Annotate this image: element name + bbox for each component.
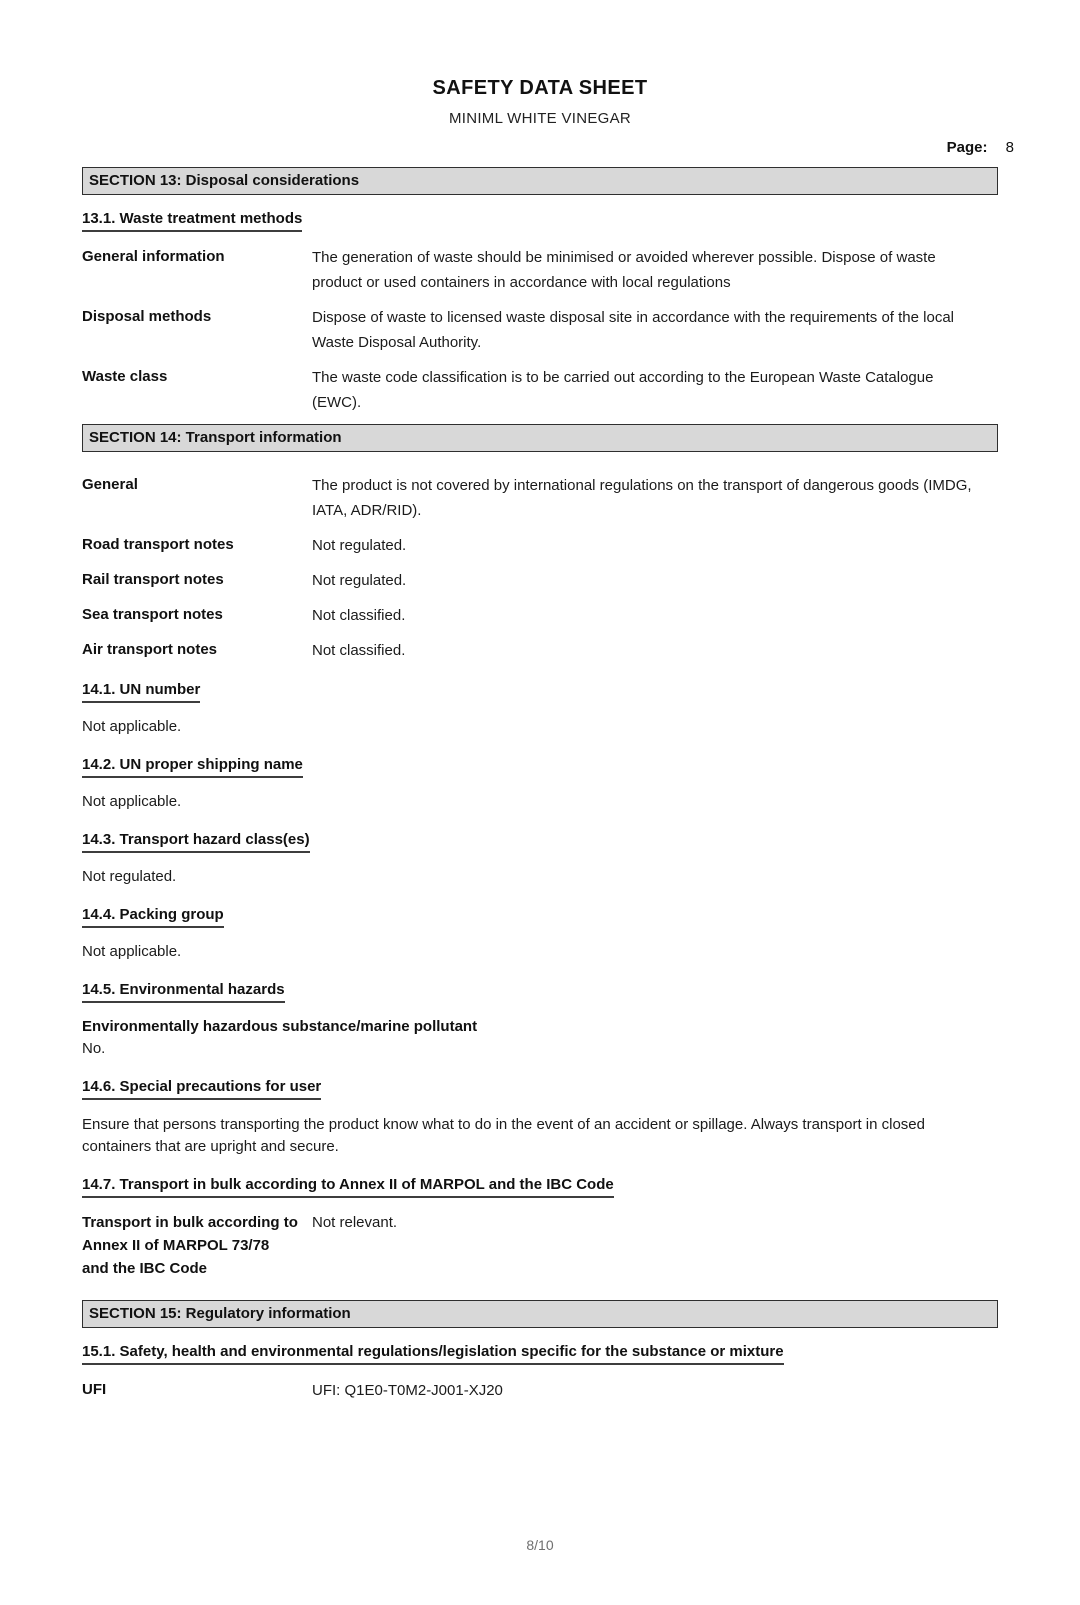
field-value: Not classified. <box>312 607 406 624</box>
field-value: Not regulated. <box>312 572 407 589</box>
field-value: The generation of waste should be minimised or avoided wherever possible. Dispose of waste product or used containers in accordance with local regulations <box>312 249 936 291</box>
product-name: MINIML WHITE VINEGAR <box>448 110 632 127</box>
section-14-header-bar: SECTION 14: Transport information <box>82 424 998 452</box>
subsection-15-1-heading: 15.1. Safety, health and environmental regulations/legislation specific for the substance or mixture <box>82 1343 784 1365</box>
field-value: Not regulated. <box>312 537 407 554</box>
special-precautions-text: Ensure that persons transporting the product know what to do in the event of an accident or spillage. Always transport in closed containers that are upright and secure. <box>82 1116 925 1155</box>
section-15-header-bar: SECTION 15: Regulatory information <box>82 1300 998 1328</box>
field-row-waste-class <box>82 365 998 415</box>
subsection-14-5-heading: 14.5. Environmental hazards <box>82 981 285 1003</box>
environmental-hazard-label: Environmentally hazardous substance/marine pollutant <box>82 1018 478 1035</box>
field-row-air-transport <box>82 638 998 663</box>
field-value: Dispose of waste to licensed waste disposal site in accordance with the requirements of the local Waste Disposal Authority. <box>312 309 955 351</box>
field-value: UFI: Q1E0-T0M2-J001-XJ20 <box>312 1382 503 1399</box>
field-label: UFI <box>82 1381 107 1398</box>
subsection-14-7-heading: 14.7. Transport in bulk according to Annex II of MARPOL and the IBC Code <box>82 1176 614 1198</box>
field-value: The waste code classification is to be carried out according to the European Waste Catalogue (EWC). <box>312 369 934 411</box>
footer-page-number: 8/10 <box>526 1537 554 1553</box>
subsection-14-1 <box>82 681 998 738</box>
field-label: General <box>82 476 138 493</box>
field-row-sea-transport <box>82 603 998 628</box>
field-row-disposal-methods <box>82 305 998 355</box>
field-label: Road transport notes <box>82 536 234 553</box>
field-label: Disposal methods <box>82 308 212 325</box>
subsection-14-4-text: Not applicable. <box>82 943 182 960</box>
transport-rows <box>82 473 998 663</box>
subsection-14-6-heading: 14.6. Special precautions for user <box>82 1078 321 1100</box>
page-label: Page: <box>946 139 988 156</box>
document-title: SAFETY DATA SHEET <box>432 77 648 99</box>
field-row-transport-bulk <box>82 1211 998 1280</box>
document-content <box>82 167 998 1403</box>
page-indicator-row <box>0 139 1080 156</box>
field-label: Transport in bulk according to Annex II of MARPOL 73/78 and the IBC Code <box>82 1214 298 1277</box>
field-label: Waste class <box>82 368 168 385</box>
subsection-14-1-text: Not applicable. <box>82 718 182 735</box>
subsection-14-1-heading: 14.1. UN number <box>82 681 200 703</box>
field-row-rail-transport <box>82 568 998 593</box>
subsection-14-4 <box>82 906 998 963</box>
field-row-road-transport <box>82 533 998 558</box>
field-row-ufi <box>82 1378 998 1403</box>
subsection-14-2 <box>82 756 998 813</box>
field-label: Rail transport notes <box>82 571 224 588</box>
field-label: Sea transport notes <box>82 606 223 623</box>
page-number: 8 <box>1005 139 1014 156</box>
subsection-13-1-heading: 13.1. Waste treatment methods <box>82 210 302 232</box>
subsection-14-3-text: Not regulated. <box>82 868 177 885</box>
field-value: Not classified. <box>312 642 406 659</box>
subsection-14-7 <box>82 1176 998 1280</box>
field-label: General information <box>82 248 225 265</box>
subsection-14-3-heading: 14.3. Transport hazard class(es) <box>82 831 310 853</box>
section-13-header-bar: SECTION 13: Disposal considerations <box>82 167 998 195</box>
field-label: Air transport notes <box>82 641 218 658</box>
subsection-14-6 <box>82 1078 998 1158</box>
sds-document-page <box>0 77 1080 1553</box>
subsection-14-4-heading: 14.4. Packing group <box>82 906 224 928</box>
regulatory-rows <box>82 1378 998 1403</box>
waste-treatment-rows <box>82 245 998 415</box>
field-value: Not relevant. <box>312 1214 398 1231</box>
subsection-14-5 <box>82 981 998 1060</box>
subsection-14-2-heading: 14.2. UN proper shipping name <box>82 756 303 778</box>
field-row-general <box>82 473 998 523</box>
transport-bulk-rows <box>82 1211 998 1280</box>
field-value: The product is not covered by international regulations on the transport of dangerous goods (IMDG, IATA, ADR/RID). <box>312 477 972 519</box>
environmental-hazard-value: No. <box>82 1040 106 1057</box>
subsection-14-3 <box>82 831 998 888</box>
field-row-general-information <box>82 245 998 295</box>
subsection-14-2-text: Not applicable. <box>82 793 182 810</box>
subsection-15-1 <box>82 1343 998 1365</box>
subsection-13-1 <box>82 210 998 232</box>
